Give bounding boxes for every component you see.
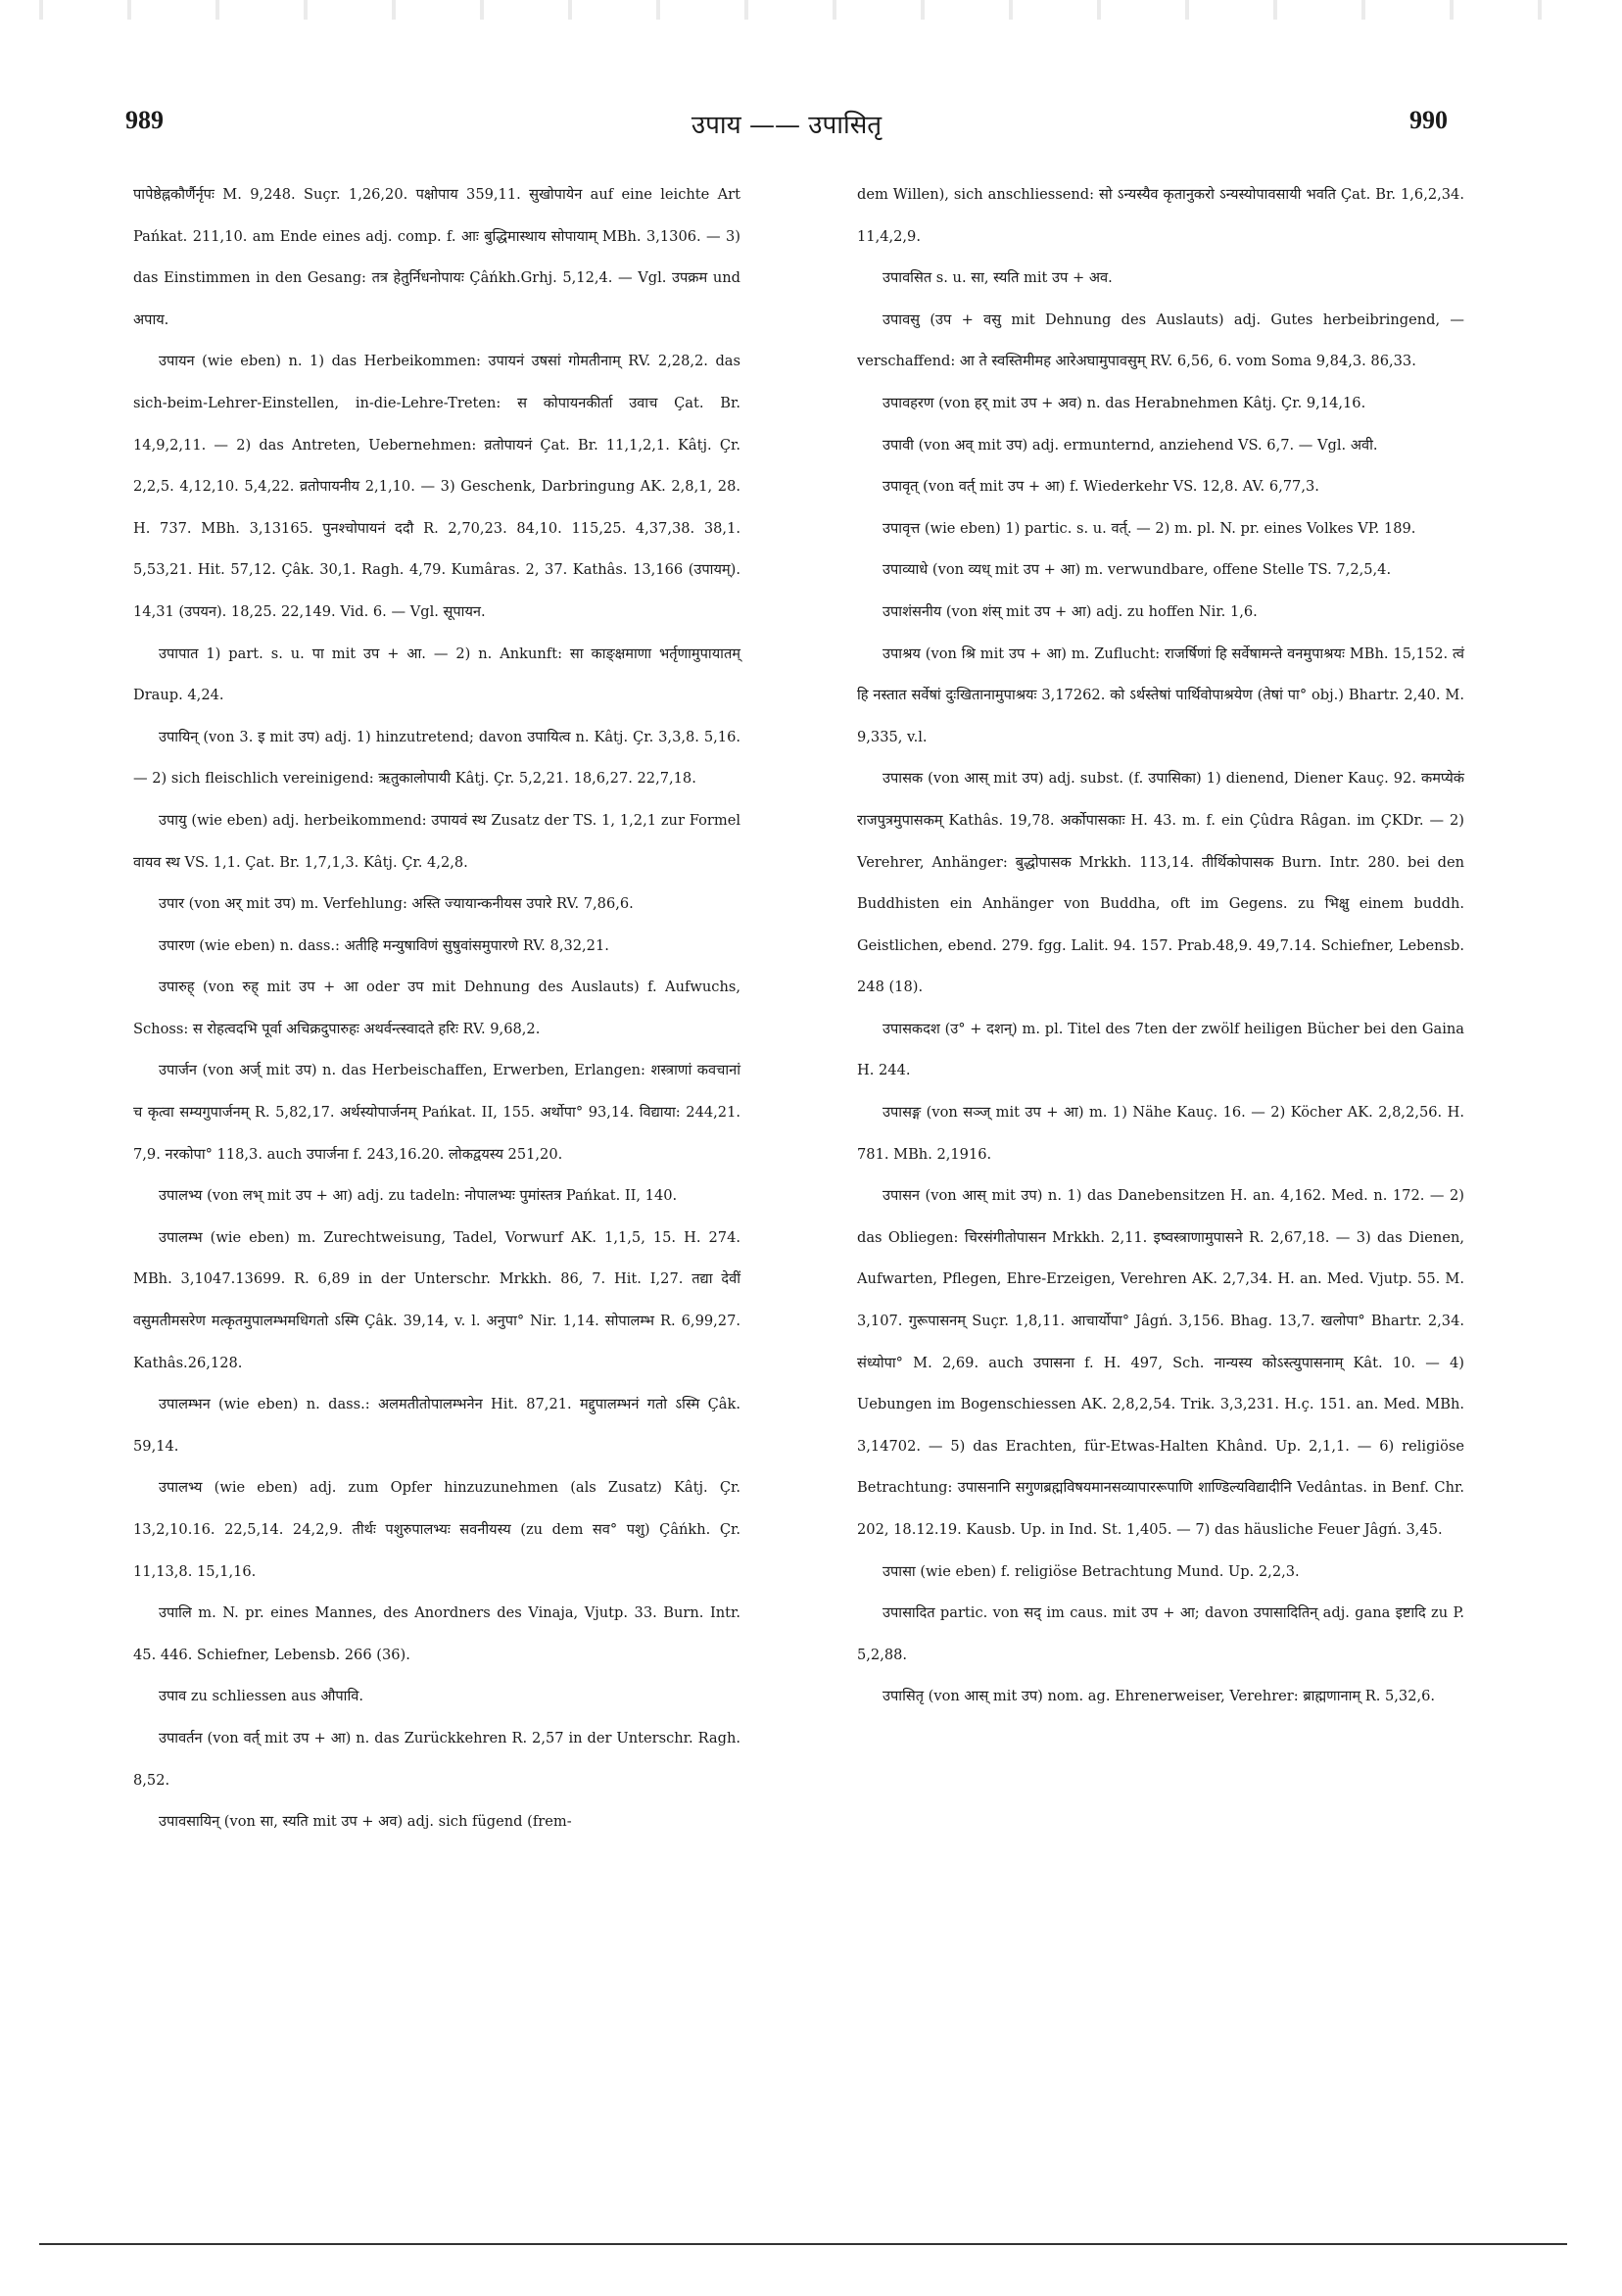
entry: उपार (von अर् mit उप) m. Verfehlung: अस्ति ज्यायान्कनीयस उपारे RV. 7,86,6.: [159, 895, 634, 913]
page-number-right: 990: [1409, 106, 1448, 134]
entry: उपासा (wie eben) f. religiöse Betrachtung Mund. Up. 2,2,3.: [883, 1562, 1300, 1580]
left-column: [133, 174, 740, 1843]
scan-artifact: [0, 0, 1622, 20]
entry: उपाव zu schliessen aus औपावि.: [159, 1688, 363, 1705]
entry: पापेष्ठेह्नकौर्णैर्नृपः M. 9,248. Suçr. 1,26,20. पक्षोपाय 359,11. सुखोपायेन auf eine leichte Art Pańkat. 211,10. am Ende eines adj. comp. f. आः बुद्धिमास्थाय सोपायाम् MBh. 3,1306. — 3) das Einstimmen in den Gesang: तत्र हेतुर्निधनोपायः Çâńkh.Grhj. 5,12,4. — Vgl. उपक्रम und अपाय.: [133, 186, 740, 328]
entry: उपासङ्ग (von सञ्ज् mit उप + आ) m. 1) Nähe Kauç. 16. — 2) Köcher AK. 2,8,2,56. H. 781. MBh. 2,1916.: [857, 1104, 1464, 1163]
entry: उपाव्याधे (von व्यध् mit उप + आ) m. verwundbare, offene Stelle TS. 7,2,5,4.: [883, 561, 1392, 579]
page-number-left: 989: [125, 106, 164, 134]
entry: उपायिन् (von 3. इ mit उप) adj. 1) hinzutretend; davon उपायित्व n. Kâtj. Çr. 3,3,8. 5,16. — 2) sich fleischlich vereinigend: ऋतुकालोपायी Kâtj. Çr. 5,2,21. 18,6,27. 22,7,18.: [133, 728, 740, 788]
entry: उपासक (von आस् mit उप) adj. subst. (f. उपासिका) 1) dienend, Diener Kauç. 92. कमप्येकं राजपुत्रमुपासकम् Kathâs. 19,78. अर्कोपासकाः H. 43. m. f. ein Çûdra Râgan. im ÇKDr. — 2) Verehrer, Anhänger: बुद्धोपासक Mrkkh. 113,14. तीर्थिकोपासक Burn. Intr. 280. bei den Buddhisten ein Anhänger von Buddha, oft im Gegens. zu भिक्षु einem buddh. Geistlichen, ebend. 279. fgg. Lalit. 94. 157. Prab.48,9. 49,7.14. Schiefner, Lebensb. 248 (18).: [857, 770, 1464, 996]
entry: उपायन (wie eben) n. 1) das Herbeikommen: उपायनं उषसां गोमतीनाम् RV. 2,28,2. das sich-beim-Lehrer-Einstellen, in-die-Lehre-Treten: स कोपायनकीर्ता उवाच Çat. Br. 14,9,2,11. — 2) das Antreten, Uebernehmen: व्रतोपायनं Çat. Br. 11,1,2,1. Kâtj. Çr. 2,2,5. 4,12,10. 5,4,22. व्रतोपायनीय 2,1,10. — 3) Geschenk, Darbringung AK. 2,8,1, 28. H. 737. MBh. 3,13165. पुनश्चोपायनं ददौ R. 2,70,23. 84,10. 115,25. 4,37,38. 38,1. 5,53,21. Hit. 57,12. Çâk. 30,1. Ragh. 4,79. Kumâras. 2, 37. Kathâs. 13,166 (उपायम्). 14,31 (उपयन). 18,25. 22,149. Vid. 6. — Vgl. सूपायन.: [133, 353, 740, 620]
entry: उपासन (von आस् mit उप) n. 1) das Danebensitzen H. an. 4,162. Med. n. 172. — 2) das Obliegen: चिरसंगीतोपासन Mrkkh. 2,11. इष्वस्त्राणामुपासने R. 2,67,18. — 3) das Dienen, Aufwarten, Pflegen, Ehre-Erzeigen, Verehren AK. 2,7,34. H. an. Med. Vjutp. 55. M. 3,107. गुरूपासनम् Suçr. 1,8,11. आचार्योपा° Jâgń. 3,156. Bhag. 13,7. खलोपा° Bhartr. 2,34. संध्योपा° M. 2,69. auch उपासना f. H. 497, Sch. नान्यस्य कोऽस्त्युपासनाम् Kât. 10. — 4) Uebungen im Bogenschiessen AK. 2,8,2,54. Trik. 3,3,231. H.ç. 151. an. Med. MBh. 3,14702. — 5) das Erachten, für-Etwas-Halten Khând. Up. 2,1,1. — 6) religiöse Betrachtung: उपासनानि सगुणब्रह्मविषयमानसव्यापाररूपाणि शाण्डिल्यविद्यादीनि Vedântas. in Benf. Chr. 202, 18.12.19. Kausb. Up. in Ind. St. 1,405. — 7) das häusliche Feuer Jâgń. 3,45.: [857, 1187, 1464, 1538]
entry: उपारण (wie eben) n. dass.: अतीहि मन्युषाविणं सुषुवांसमुपारणे RV. 8,32,21.: [159, 936, 609, 954]
entry: उपालम्भन (wie eben) n. dass.: अलमतीतोपालम्भनेन Hit. 87,21. मद्दुपालम्भनं गतो ऽस्मि Çâk. 59,14.: [133, 1396, 740, 1455]
entry: उपासकदश (उ° + दशन्) m. pl. Titel des 7ten der zwölf heiligen Bücher bei den Gaina H. 244.: [857, 1020, 1464, 1079]
entry: उपावी (von अव् mit उप) adj. ermunternd, anziehend VS. 6,7. — Vgl. अवी.: [883, 436, 1378, 454]
entry: उपावसु (उप + वसु mit Dehnung des Auslauts) adj. Gutes herbeibringend, — verschaffend: आ ते स्वस्तिमीमह आरेअघामुपावसुम् RV. 6,56, 6. vom Soma 9,84,3. 86,33.: [857, 311, 1464, 370]
entry: उपालि m. N. pr. eines Mannes, des Anordners des Vinaja, Vjutp. 33. Burn. Intr. 45. 446. Schiefner, Lebensb. 266 (36).: [133, 1604, 740, 1663]
entry: उपालम्भ (wie eben) m. Zurechtweisung, Tadel, Vorwurf AK. 1,1,5, 15. H. 274. MBh. 3,1047.13699. R. 6,89 in der Unterschr. Mrkkh. 86, 7. Hit. I,27. तद्या देवीं वसुमतीमसरेण मत्कृतमुपालम्भमधिगतो ऽस्मि Çâk. 39,14, v. l. अनुपा° Nir. 1,14. सोपालम्भ R. 6,99,27. Kathâs.26,128.: [133, 1228, 740, 1371]
entry: उपालभ्य (wie eben) adj. zum Opfer hinzuzunehmen (als Zusatz) Kâtj. Çr. 13,2,10.16. 22,5,14. 24,2,9. तीर्थः पशुरुपालभ्यः सवनीयस्य (zu dem सव° पशु) Çâńkh. Çr. 11,13,8. 15,1,16.: [133, 1479, 740, 1580]
entry: उपापात 1) part. s. u. पा mit उप + आ. — 2) n. Ankunft: सा काङ्क्षमाणा भर्तृणामुपायातम् Draup. 4,24.: [133, 645, 740, 704]
entry: उपासादित partic. von सद् im caus. mit उप + आ; davon उपासादितिन् adj. gana इष्टादि zu P. 5,2,88.: [857, 1604, 1464, 1663]
entry: उपालभ्य (von लभ् mit उप + आ) adj. zu tadeln: नोपालभ्यः पुमांस्तत्र Pańkat. II, 140.: [159, 1187, 678, 1205]
bottom-rule: [39, 2243, 1567, 2245]
entry: उपाश्रय (von श्रि mit उप + आ) m. Zuflucht: राजर्षिणां हि सर्वेषामन्ते वनमुपाश्रयः MBh. 15,152. त्वं हि नस्तात सर्वेषां दुःखितानामुपाश्रयः 3,17262. को ऽर्थस्तेषां पार्थिवोपाश्रयेण (तेषां पा° obj.) Bhartr. 2,40. M. 9,335, v.l.: [857, 645, 1464, 745]
entry: उपावसित s. u. सा, स्यति mit उप + अव.: [883, 269, 1113, 287]
entry: उपार्जन (von अर्ज् mit उप) n. das Herbeischaffen, Erwerben, Erlangen: शस्त्राणां कवचानां च कृत्वा सम्यगुपार्जनम् R. 5,82,17. अर्थस्योपार्जनम् Pańkat. II, 155. अर्थोपा° 93,14. विद्याया: 244,21. 7,9. नरकोपा° 118,3. auch उपार्जना f. 243,16.20. लोकद्वयस्य 251,20.: [133, 1062, 740, 1163]
entry: उपावर्तन (von वर्त् mit उप + आ) n. das Zurückkehren R. 2,57 in der Unterschr. Ragh. 8,52.: [133, 1729, 740, 1789]
entry: उपावहरण (von हर् mit उप + अव) n. das Herabnehmen Kâtj. Çr. 9,14,16.: [883, 394, 1366, 411]
entry: उपारुह् (von रुह् mit उप + आ oder उप mit Dehnung des Auslauts) f. Aufwuchs, Schoss: स रोहत्वदभि पूर्वा अचिक्रदुपारुहः अथर्वन्त्स्वादते हरिः RV. 9,68,2.: [133, 979, 740, 1037]
entry: उपावृत् (von वर्त् mit उप + आ) f. Wiederkehr VS. 12,8. AV. 6,77,3.: [883, 478, 1319, 496]
entry: उपासितृ (von आस् mit उप) nom. ag. Ehrenerweiser, Verehrer: ब्राह्मणानाम् R. 5,32,6.: [883, 1688, 1436, 1705]
page-header: [125, 106, 1448, 149]
entry: उपाशंसनीय (von शंस् mit उप + आ) adj. zu hoffen Nir. 1,6.: [883, 602, 1258, 620]
entry: उपायु (wie eben) adj. herbeikommend: उपायवं स्थ Zusatz der TS. 1, 1,2,1 zur Formel वायव स्थ VS. 1,1. Çat. Br. 1,7,1,3. Kâtj. Çr. 4,2,8.: [133, 811, 740, 871]
right-column: [857, 174, 1464, 1718]
entry: dem Willen), sich anschliessend: सो ऽन्यस्यैव कृतानुकरो ऽन्यस्योपावसायी भवति Çat. Br. 1,6,2,34. 11,4,2,9.: [857, 186, 1464, 245]
entry: उपावसायिन् (von सा, स्यति mit उप + अव) adj. sich fügend (frem-: [159, 1813, 572, 1831]
entry: उपावृत्त (wie eben) 1) partic. s. u. वर्त्. — 2) m. pl. N. pr. eines Volkes VP. 189.: [883, 519, 1416, 537]
running-headwords: उपाय —— उपासितृ: [691, 111, 883, 140]
